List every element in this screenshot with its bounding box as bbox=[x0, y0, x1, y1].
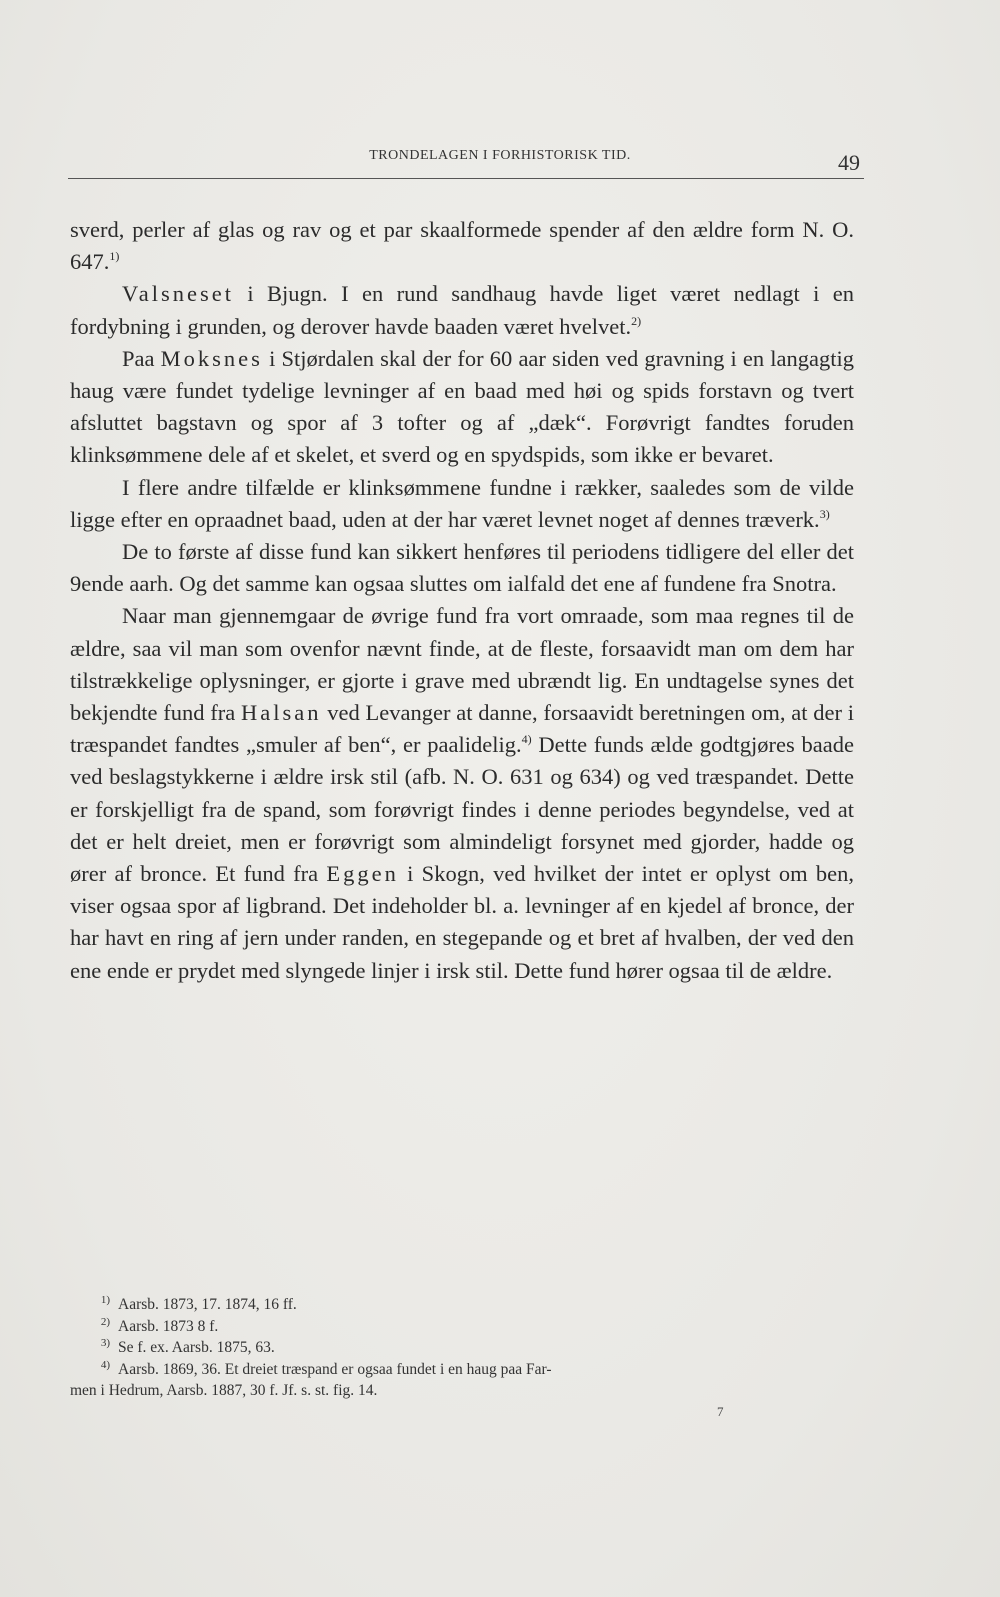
paragraph-6-text-c: Dette funds ælde godtgjøres baade ved beslagstykkerne i ældre irsk stil (afb. N. O. 631 og 634) og ved træspandet. Dette er forskjelligt fra de spand, som forøvrigt findes i denne periodes begyndelse, ved at det er helt dreiet, men er forøvrigt som almindeligt forsynet med gjorder, hadde og ører af bronce. Et fund fra bbox=[70, 732, 854, 887]
footnote-2 bbox=[70, 1316, 840, 1338]
place-name-eggen: Eggen bbox=[326, 861, 399, 887]
main-text bbox=[70, 214, 854, 987]
running-title: TRONDELAGEN I FORHISTORISK TID. bbox=[369, 148, 631, 163]
paragraph-2-text: i Bjugn. I en rund sandhaug havde liget været nedlagt i en fordybning i grunden, og derover havde baaden været hvelvet. bbox=[70, 281, 854, 339]
place-name-moksnes: Moksnes bbox=[160, 345, 263, 371]
footnote-4-continuation: men i Hedrum, Aarsb. 1887, 30 f. Jf. s. st. fig. 14. bbox=[70, 1382, 378, 1399]
header-rule bbox=[68, 178, 864, 179]
footnote-2-mark: 2) bbox=[100, 1315, 110, 1328]
paragraph-2 bbox=[70, 278, 854, 342]
paragraph-5 bbox=[70, 536, 854, 600]
page-number: 49 bbox=[838, 150, 860, 175]
paragraph-6-text-d: i Skogn, ved hvilket der intet er oplyst om ben, viser ogsaa spor af ligbrand. Det indeholder bl. a. levninger af en kjedel af bronce, der har havt en ring af jern under randen, en stegepande og et bret af hvalben, der ved den ene ende er prydet med slyngede linjer i irsk stil. Dette fund hører ogsaa til de ældre. bbox=[70, 861, 855, 983]
footnote-1 bbox=[70, 1294, 840, 1316]
footnote-4 bbox=[70, 1359, 840, 1381]
footnote-ref-1: 1) bbox=[109, 249, 120, 264]
footnote-2-text: Aarsb. 1873 8 f. bbox=[118, 1317, 219, 1335]
footnote-4-mark: 4) bbox=[100, 1358, 110, 1371]
footnotes bbox=[70, 1294, 840, 1402]
footnote-ref-2: 2) bbox=[631, 313, 642, 328]
footnote-ref-4: 4) bbox=[521, 732, 532, 747]
footnote-1-text: Aarsb. 1873, 17. 1874, 16 ff. bbox=[118, 1296, 297, 1313]
paragraph-4-text: I flere andre tilfælde er klinksømmene fundne i rækker, saaledes som de vilde ligge efter en opraadnet baad, uden at der har været levnet noget af dennes træverk. bbox=[70, 474, 854, 532]
place-name-halsan: Halsan bbox=[241, 700, 322, 726]
footnote-3-text: Se f. ex. Aarsb. 1875, 63. bbox=[118, 1339, 275, 1356]
paragraph-3-lead: Paa bbox=[122, 345, 155, 371]
footnote-ref-3: 3) bbox=[819, 506, 830, 521]
footnote-3 bbox=[70, 1337, 840, 1359]
footnote-4-text: Aarsb. 1869, 36. Et dreiet træspand er ogsaa fundet i en haug paa Far- bbox=[118, 1360, 552, 1378]
paragraph-5-text: De to første af disse fund kan sikkert henføres til periodens tidligere del eller det 9ende aarh. Og det samme kan ogsaa sluttes om ialfald det ene af fundene fra Snotra. bbox=[70, 539, 854, 597]
footnote-1-mark: 1) bbox=[100, 1294, 110, 1306]
paragraph-1-text: sverd, perler af glas og rav og et par skaalformede spender af den ældre form N. O. 647. bbox=[70, 217, 854, 275]
paragraph-3 bbox=[70, 343, 854, 472]
footnote-3-mark: 3) bbox=[100, 1337, 110, 1349]
paragraph-4 bbox=[70, 472, 854, 536]
place-name-valsneset: Valsneset bbox=[122, 281, 234, 307]
paragraph-3-text: i Stjørdalen skal der for 60 aar siden ved gravning i en langagtig haug være fundet tydelige levninger af en baad med høi og spids forstavn og tvert afsluttet bagstavn og spor af 3 tofter og af „dæk“. Forøvrigt fandtes foruden klinksømmene dele af et skelet, et sverd og en spydspids, som ikke er bevaret. bbox=[70, 345, 854, 468]
paragraph-6-text-a: Naar man gjennemgaar de øvrige fund fra vort omraade, som maa regnes til de ældre, saa vil man som ovenfor nævnt finde, at de fleste, forsaavidt man om dem har tilstrækkelige oplysninger, er gjorte i grave med ubrændt lig. En undtagelse synes det bekjendte fund fra bbox=[70, 603, 854, 726]
paragraph-1 bbox=[70, 214, 854, 278]
paragraph-6-text-b: ved Levanger at danne, forsaavidt beretningen om, at der i træspandet fandtes „smuler af ben“, er paalidelig. bbox=[70, 700, 855, 758]
paragraph-6 bbox=[70, 600, 854, 986]
signature-mark: 7 bbox=[717, 1404, 724, 1419]
